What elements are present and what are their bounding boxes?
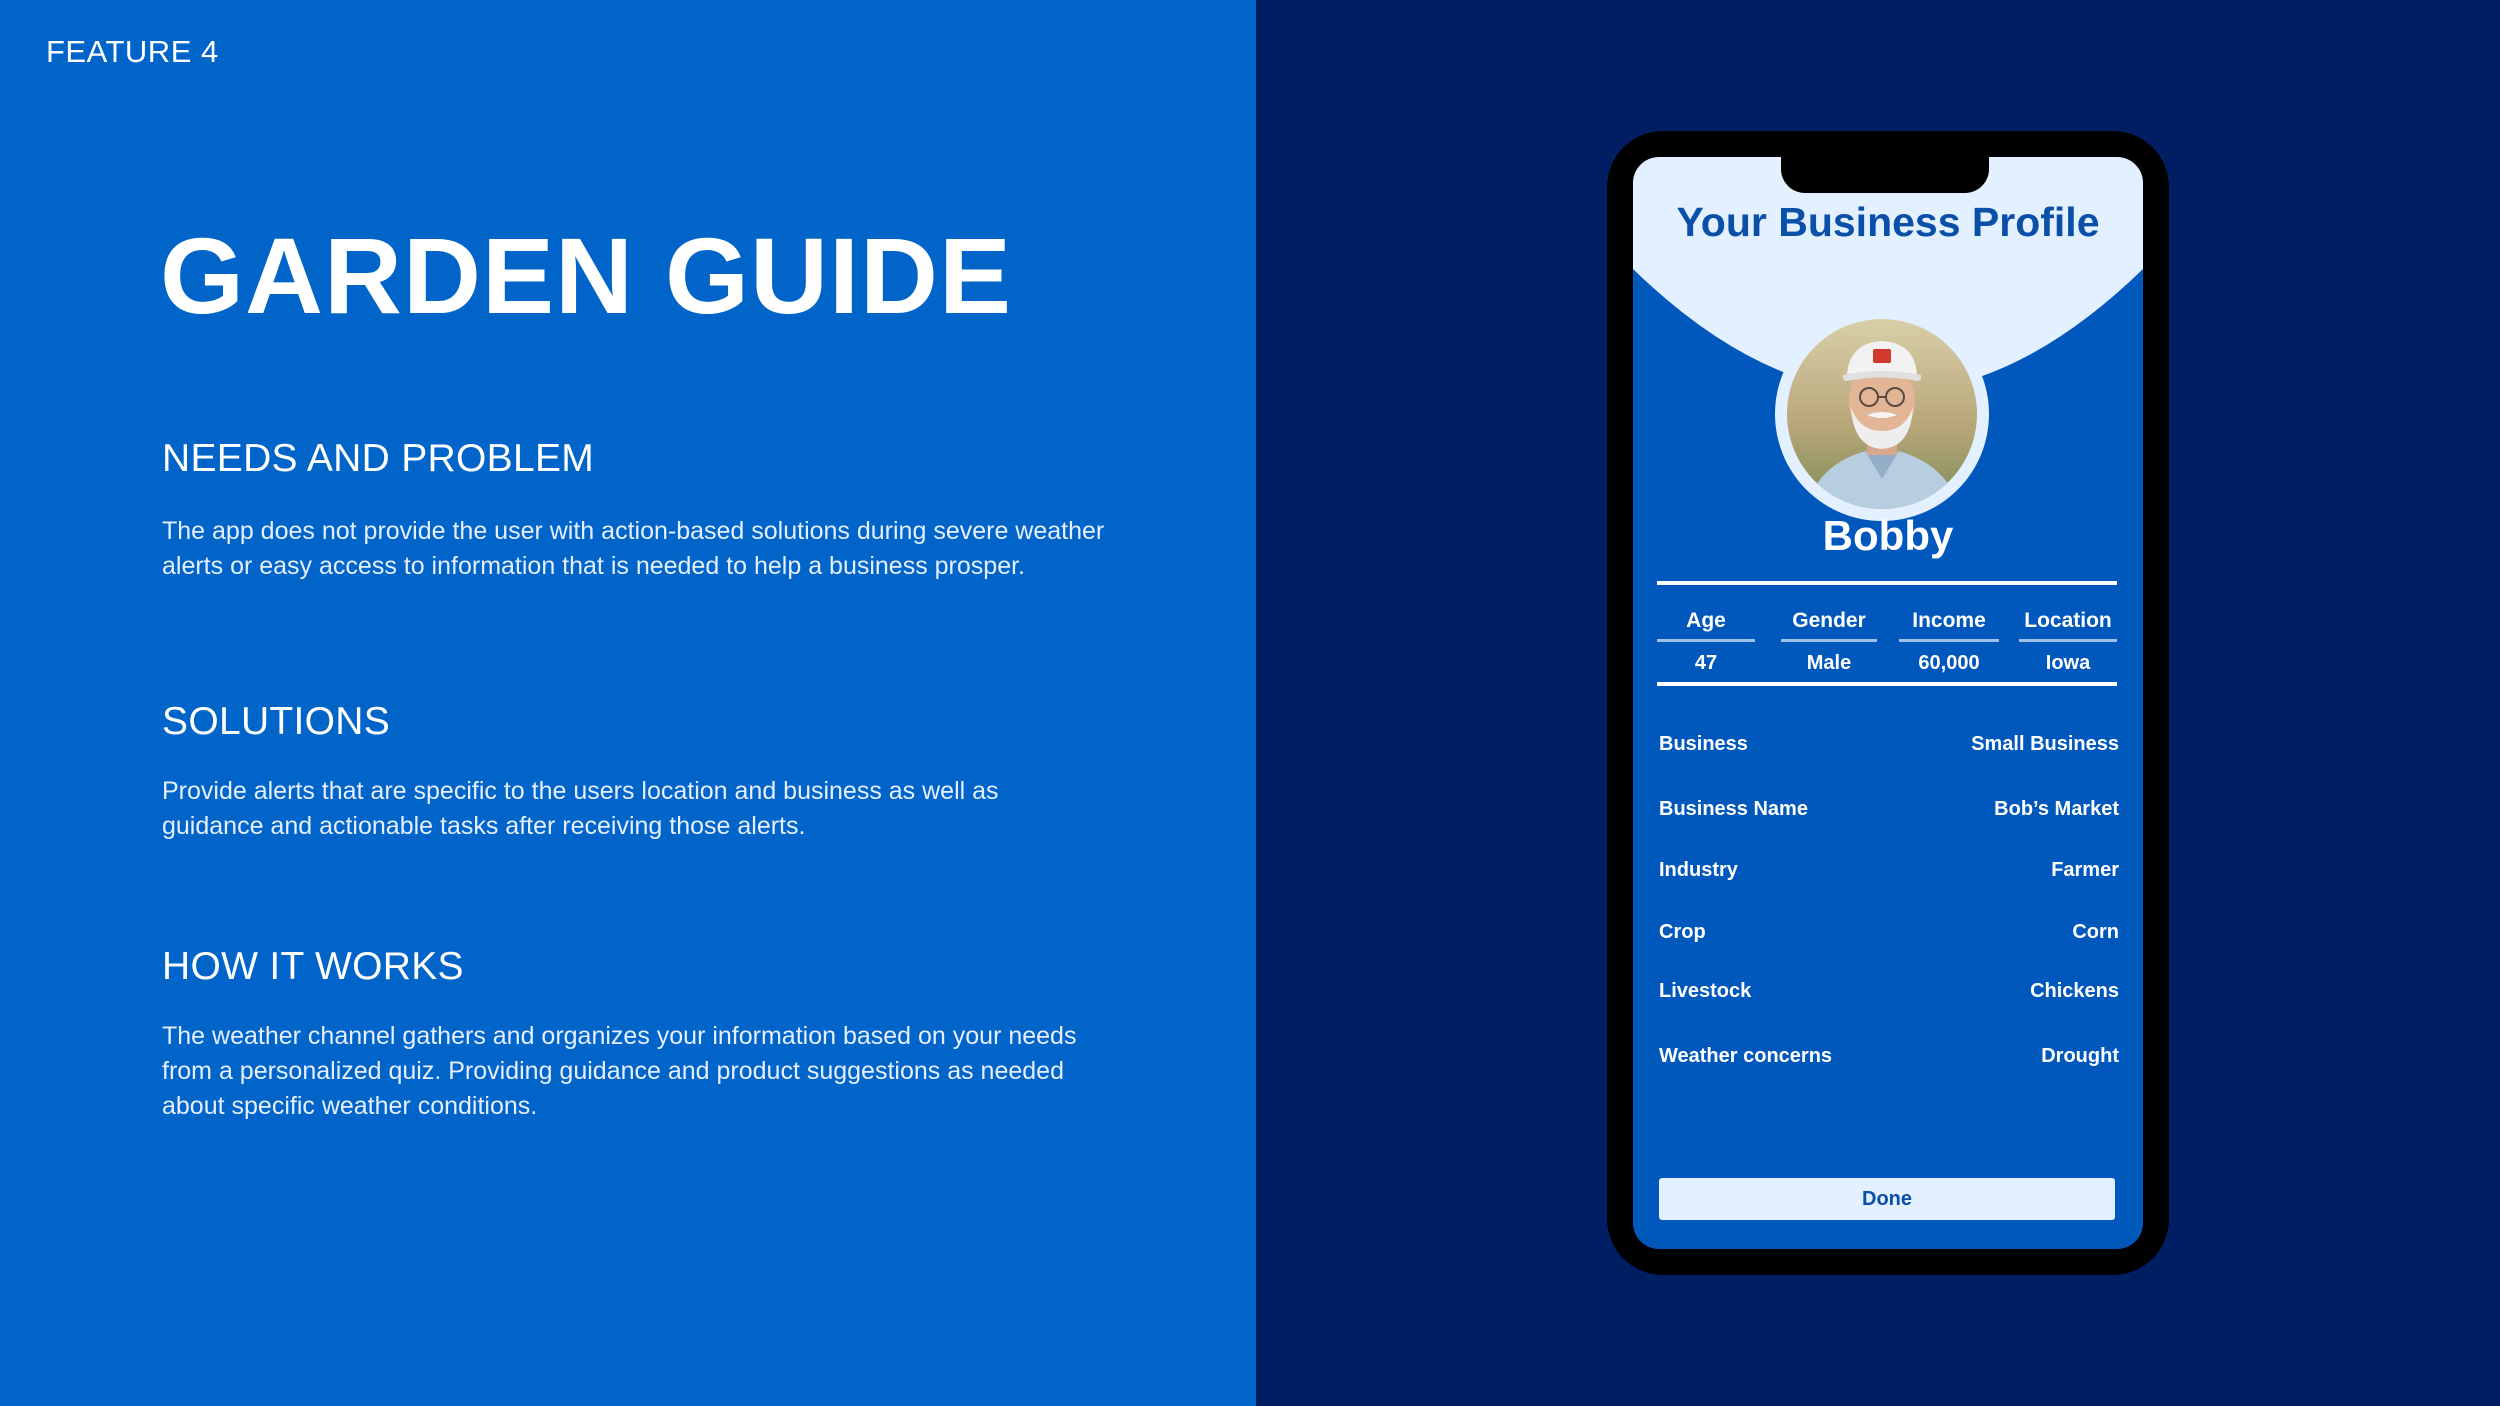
detail-label: Weather concerns	[1659, 1045, 1833, 1067]
avatar-photo	[1787, 319, 1977, 509]
stat-underline	[1781, 639, 1877, 642]
detail-value: Corn	[2072, 921, 2119, 943]
phone-notch	[1781, 157, 1989, 193]
section-heading-how-it-works: HOW IT WORKS	[162, 945, 464, 988]
detail-row-industry	[1659, 859, 2119, 893]
profile-title: Your Business Profile	[1676, 199, 2100, 245]
stat-value: Male	[1806, 652, 1852, 674]
detail-label: Business Name	[1659, 798, 1808, 820]
section-body-needs: The app does not provide the user with action-based solutions during severe weather alerts or easy access to information that is needed to help a business prosper.	[162, 517, 1105, 580]
stat-location	[2019, 607, 2117, 678]
detail-row-business-name	[1659, 798, 2119, 832]
detail-row-crop	[1659, 921, 2119, 955]
phone-mockup	[1607, 131, 2169, 1275]
stat-label: Location	[2024, 609, 2112, 632]
divider-top	[1657, 581, 2117, 585]
detail-row-weather-concerns	[1659, 1045, 2119, 1079]
avatar	[1775, 307, 1989, 521]
detail-row-livestock	[1659, 980, 2119, 1014]
stat-value: 47	[1694, 652, 1718, 674]
stat-underline	[1657, 639, 1755, 642]
detail-value: Small Business	[1971, 733, 2119, 755]
stat-age	[1657, 607, 1755, 678]
detail-value: Chickens	[2030, 980, 2119, 1002]
detail-value: Bob’s Market	[1994, 798, 2119, 820]
detail-row-business	[1659, 733, 2119, 767]
stat-underline	[1899, 639, 1999, 642]
stat-underline	[2019, 639, 2117, 642]
stat-label: Gender	[1792, 609, 1866, 632]
profile-name: Bobby	[1822, 512, 1954, 559]
stat-gender	[1781, 607, 1877, 678]
section-heading-needs: NEEDS AND PROBLEM	[162, 437, 595, 480]
stat-label: Income	[1912, 609, 1986, 632]
phone-screen	[1633, 157, 2143, 1249]
farmer-portrait-icon	[1787, 319, 1977, 509]
stat-income	[1899, 607, 1999, 678]
detail-value: Farmer	[2051, 859, 2119, 881]
stat-value: 60,000	[1918, 652, 1980, 674]
section-body-solutions: Provide alerts that are specific to the users location and business as well as guidance and actionable tasks after receiving those alerts.	[162, 777, 999, 840]
detail-label: Crop	[1659, 921, 1706, 943]
section-body-how-it-works: The weather channel gathers and organizes your information based on your needs from a personalized quiz. Providing guidance and product suggestions as needed about specific weather conditions.	[162, 1022, 1077, 1120]
done-button[interactable]: Done	[1659, 1178, 2115, 1220]
page-title: GARDEN GUIDE	[160, 215, 1013, 336]
detail-value: Drought	[2041, 1045, 2119, 1067]
stat-value: Iowa	[2045, 652, 2091, 674]
detail-label: Industry	[1659, 859, 1738, 881]
divider-bottom	[1657, 682, 2117, 686]
stat-label: Age	[1686, 609, 1726, 632]
detail-label: Livestock	[1659, 980, 1752, 1002]
section-heading-solutions: SOLUTIONS	[162, 700, 391, 743]
feature-label: FEATURE 4	[46, 34, 219, 69]
detail-label: Business	[1659, 733, 1748, 755]
